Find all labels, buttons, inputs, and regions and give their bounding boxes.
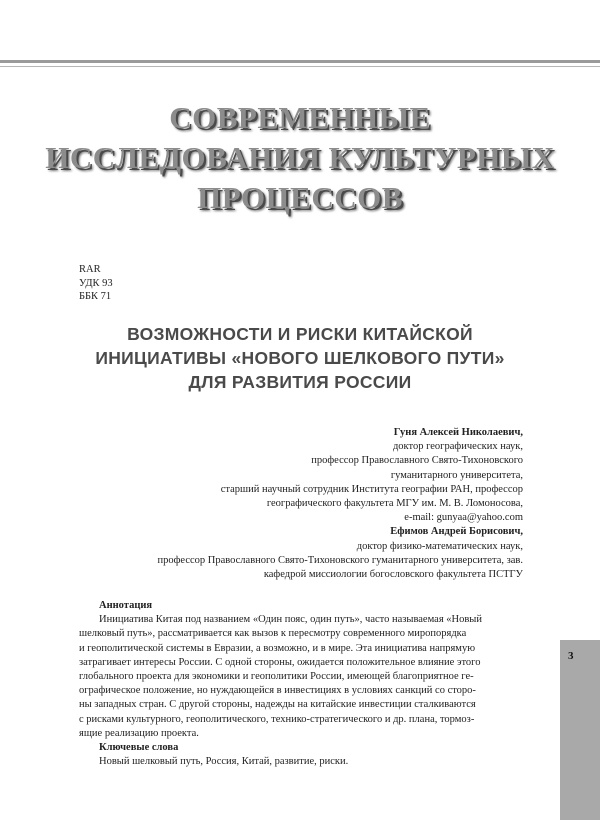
author-detail: гуманитарного университета, [390,469,523,481]
section-title [0,98,600,218]
page-number: 3 [568,650,574,662]
author-detail: географического факультета МГУ им. М. В. Ломоносова, [266,498,523,510]
abstract-line: с рисками культурного, геополитического, технико-стратегического и др. плана, тормоз- [79,713,475,725]
abstract-line: Инициатива Китая под названием «Один пояс, один путь», часто называемая «Новый [99,614,482,626]
classification-codes [79,263,113,304]
abstract-section [79,599,527,769]
keywords-heading: Ключевые слова [99,742,179,754]
abstract-line: и геополитической системы в Евразии, а возможно, и в мире. Эта инициатива напрямую [79,642,476,654]
abstract-heading: Аннотация [99,600,153,611]
author-detail: профессор Православного Свято-Тихоновского гуманитарного университета, зав. [157,554,523,566]
page-side-tab [560,640,600,820]
section-title-line: СОВРЕМЕННЫЕ [169,100,431,135]
keywords-text: Новый шелковый путь, Россия, Китай, развитие, риски. [99,756,349,768]
udk-code: УДК 93 [79,277,113,289]
author-email: e-mail: gunyaa@yahoo.com [404,512,523,524]
article-title [40,322,560,394]
section-title-line: ИССЛЕДОВАНИЯ КУЛЬТУРНЫХ [45,140,555,175]
abstract-line: глобального проекта для экономики и геополитики России, имеющей благоприятное ге- [79,671,474,683]
abstract-text [79,613,527,627]
rar-code: RAR [79,264,101,275]
article-title-line: ВОЗМОЖНОСТИ И РИСКИ КИТАЙСКОЙ [127,324,473,344]
author-detail: профессор Православного Свято-Тихоновского [311,455,523,467]
section-title-line: ПРОЦЕССОВ [197,180,403,215]
author-name: Гуня Алексей Николаевич, [393,427,523,438]
abstract-line: шелковый путь», рассматривается как вызов к пересмотру современного миропорядка [79,628,467,640]
abstract-line: ны западных стран. С другой стороны, надежды на китайские инвестиции сталкиваются [79,699,476,711]
author-detail: старший научный сотрудник Института географии РАН, профессор [220,483,523,495]
author-detail: доктор физико-математических наук, [356,540,523,552]
abstract-line: ографическое положение, но нуждающейся в инвестициях в условиях санкций со сторо- [79,685,476,697]
article-title-line: ИНИЦИАТИВЫ «НОВОГО ШЕЛКОВОГО ПУТИ» [95,348,505,368]
header-rule-thick [0,60,600,63]
author-name: Ефимов Андрей Борисович, [390,526,523,538]
article-title-line: ДЛЯ РАЗВИТИЯ РОССИИ [188,372,412,392]
header-rule-thin [0,66,600,67]
abstract-line: ящие реализацию проекта. [79,727,199,739]
authors-block [63,426,523,582]
abstract-line: затрагивает интересы России. С одной стороны, ожидается положительное влияние этого [79,656,481,668]
bbk-code: ББК 71 [79,291,112,302]
author-detail: доктор географических наук, [392,441,523,453]
author-detail: кафедрой миссиологии богословского факультета ПСТГУ [263,569,523,581]
